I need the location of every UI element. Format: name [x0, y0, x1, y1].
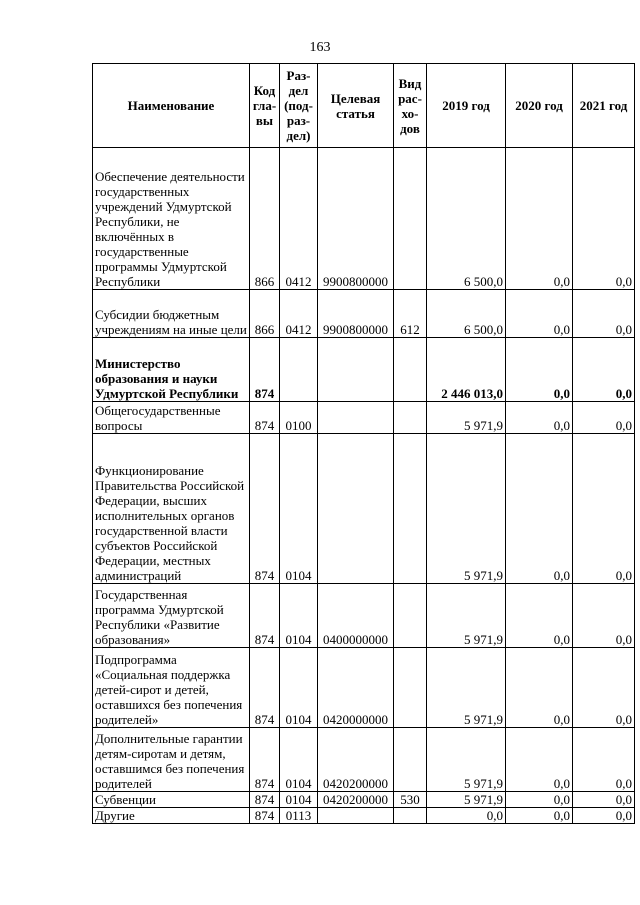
row-2019-cell: 0,0 — [427, 808, 506, 824]
row-2021-cell: 0,0 — [573, 338, 635, 402]
row-2020-cell: 0,0 — [506, 808, 573, 824]
row-2019-cell: 5 971,9 — [427, 728, 506, 792]
row-2019-cell: 6 500,0 — [427, 290, 506, 338]
row-2019-cell: 5 971,9 — [427, 792, 506, 808]
table-row — [93, 402, 635, 434]
table-row — [93, 808, 635, 824]
row-target-cell: 0420000000 — [318, 648, 394, 728]
row-2020-cell: 0,0 — [506, 402, 573, 434]
table-header-row — [93, 64, 635, 148]
table-row — [93, 338, 635, 402]
header-2020: 2020 год — [506, 64, 573, 148]
row-2021-cell: 0,0 — [573, 148, 635, 290]
row-name-cell: Субвенции — [93, 792, 250, 808]
row-type-cell — [394, 148, 427, 290]
row-target-cell: 0420200000 — [318, 728, 394, 792]
row-chapter-cell: 874 — [250, 808, 280, 824]
row-chapter-cell: 874 — [250, 648, 280, 728]
row-name-cell: Министерство образования и науки Удмуртской Республики — [93, 338, 250, 402]
row-type-cell — [394, 402, 427, 434]
row-2021-cell: 0,0 — [573, 648, 635, 728]
row-name-cell: Государственная программа Удмуртской Республики «Развитие образования» — [93, 584, 250, 648]
header-2021: 2021 год — [573, 64, 635, 148]
table-body — [93, 148, 635, 824]
row-2021-cell: 0,0 — [573, 290, 635, 338]
table-row — [93, 434, 635, 584]
row-type-cell — [394, 434, 427, 584]
row-2020-cell: 0,0 — [506, 792, 573, 808]
row-name-cell: Общегосударственные вопросы — [93, 402, 250, 434]
row-type-cell — [394, 648, 427, 728]
row-chapter-cell: 866 — [250, 290, 280, 338]
row-2019-cell: 6 500,0 — [427, 148, 506, 290]
page-number: 163 — [309, 40, 331, 55]
row-chapter-cell: 874 — [250, 434, 280, 584]
row-section-cell: 0104 — [280, 434, 318, 584]
row-2021-cell: 0,0 — [573, 402, 635, 434]
row-2021-cell: 0,0 — [573, 584, 635, 648]
row-2021-cell: 0,0 — [573, 728, 635, 792]
table-row — [93, 648, 635, 728]
row-name-cell: Субсидии бюджетным учреждениям на иные цели — [93, 290, 250, 338]
table-row — [93, 148, 635, 290]
row-section-cell: 0104 — [280, 584, 318, 648]
row-target-cell: 0420200000 — [318, 792, 394, 808]
row-section-cell: 0412 — [280, 148, 318, 290]
table-row — [93, 792, 635, 808]
budget-table — [92, 63, 635, 824]
table-row — [93, 290, 635, 338]
row-section-cell: 0100 — [280, 402, 318, 434]
row-type-cell — [394, 808, 427, 824]
header-expense-type: Вид рас- хо- дов — [394, 64, 427, 148]
row-name-cell: Функционирование Правительства Российской Федерации, высших исполнительных органов государственной власти субъектов Российской Федерации, местных администраций — [93, 434, 250, 584]
row-chapter-cell: 866 — [250, 148, 280, 290]
row-chapter-cell: 874 — [250, 402, 280, 434]
row-2021-cell: 0,0 — [573, 792, 635, 808]
row-target-cell — [318, 808, 394, 824]
row-section-cell: 0104 — [280, 648, 318, 728]
row-chapter-cell: 874 — [250, 792, 280, 808]
row-target-cell — [318, 338, 394, 402]
row-section-cell: 0104 — [280, 728, 318, 792]
row-type-cell: 612 — [394, 290, 427, 338]
row-2021-cell: 0,0 — [573, 434, 635, 584]
row-2020-cell: 0,0 — [506, 290, 573, 338]
row-type-cell: 530 — [394, 792, 427, 808]
header-2019: 2019 год — [427, 64, 506, 148]
row-type-cell — [394, 728, 427, 792]
row-2019-cell: 5 971,9 — [427, 584, 506, 648]
row-2020-cell: 0,0 — [506, 148, 573, 290]
row-2020-cell: 0,0 — [506, 648, 573, 728]
header-section: Раз- дел (под- раз- дел) — [280, 64, 318, 148]
row-2020-cell: 0,0 — [506, 434, 573, 584]
row-target-cell: 0400000000 — [318, 584, 394, 648]
table-row — [93, 584, 635, 648]
row-type-cell — [394, 584, 427, 648]
row-name-cell: Подпрограмма «Социальная поддержка детей-сирот и детей, оставшихся без попечения родителей» — [93, 648, 250, 728]
header-chapter: Код гла- вы — [250, 64, 280, 148]
row-chapter-cell: 874 — [250, 584, 280, 648]
row-section-cell — [280, 338, 318, 402]
row-2020-cell: 0,0 — [506, 584, 573, 648]
row-name-cell: Дополнительные гарантии детям-сиротам и детям, оставшимся без попечения родителей — [93, 728, 250, 792]
row-type-cell — [394, 338, 427, 402]
row-section-cell: 0113 — [280, 808, 318, 824]
table-row — [93, 728, 635, 792]
row-target-cell: 9900800000 — [318, 148, 394, 290]
row-chapter-cell: 874 — [250, 338, 280, 402]
row-chapter-cell: 874 — [250, 728, 280, 792]
row-name-cell: Обеспечение деятельности государственных учреждений Удмуртской Республики, не включённых в государственные программы Удмуртской Республики — [93, 148, 250, 290]
row-2019-cell: 5 971,9 — [427, 402, 506, 434]
row-target-cell: 9900800000 — [318, 290, 394, 338]
row-2020-cell: 0,0 — [506, 728, 573, 792]
header-target: Целевая статья — [318, 64, 394, 148]
row-name-cell: Другие — [93, 808, 250, 824]
row-2021-cell: 0,0 — [573, 808, 635, 824]
header-name: Наименование — [93, 64, 250, 148]
row-2019-cell: 2 446 013,0 — [427, 338, 506, 402]
row-2019-cell: 5 971,9 — [427, 434, 506, 584]
row-target-cell — [318, 434, 394, 584]
row-section-cell: 0412 — [280, 290, 318, 338]
row-2019-cell: 5 971,9 — [427, 648, 506, 728]
row-2020-cell: 0,0 — [506, 338, 573, 402]
row-target-cell — [318, 402, 394, 434]
row-section-cell: 0104 — [280, 792, 318, 808]
